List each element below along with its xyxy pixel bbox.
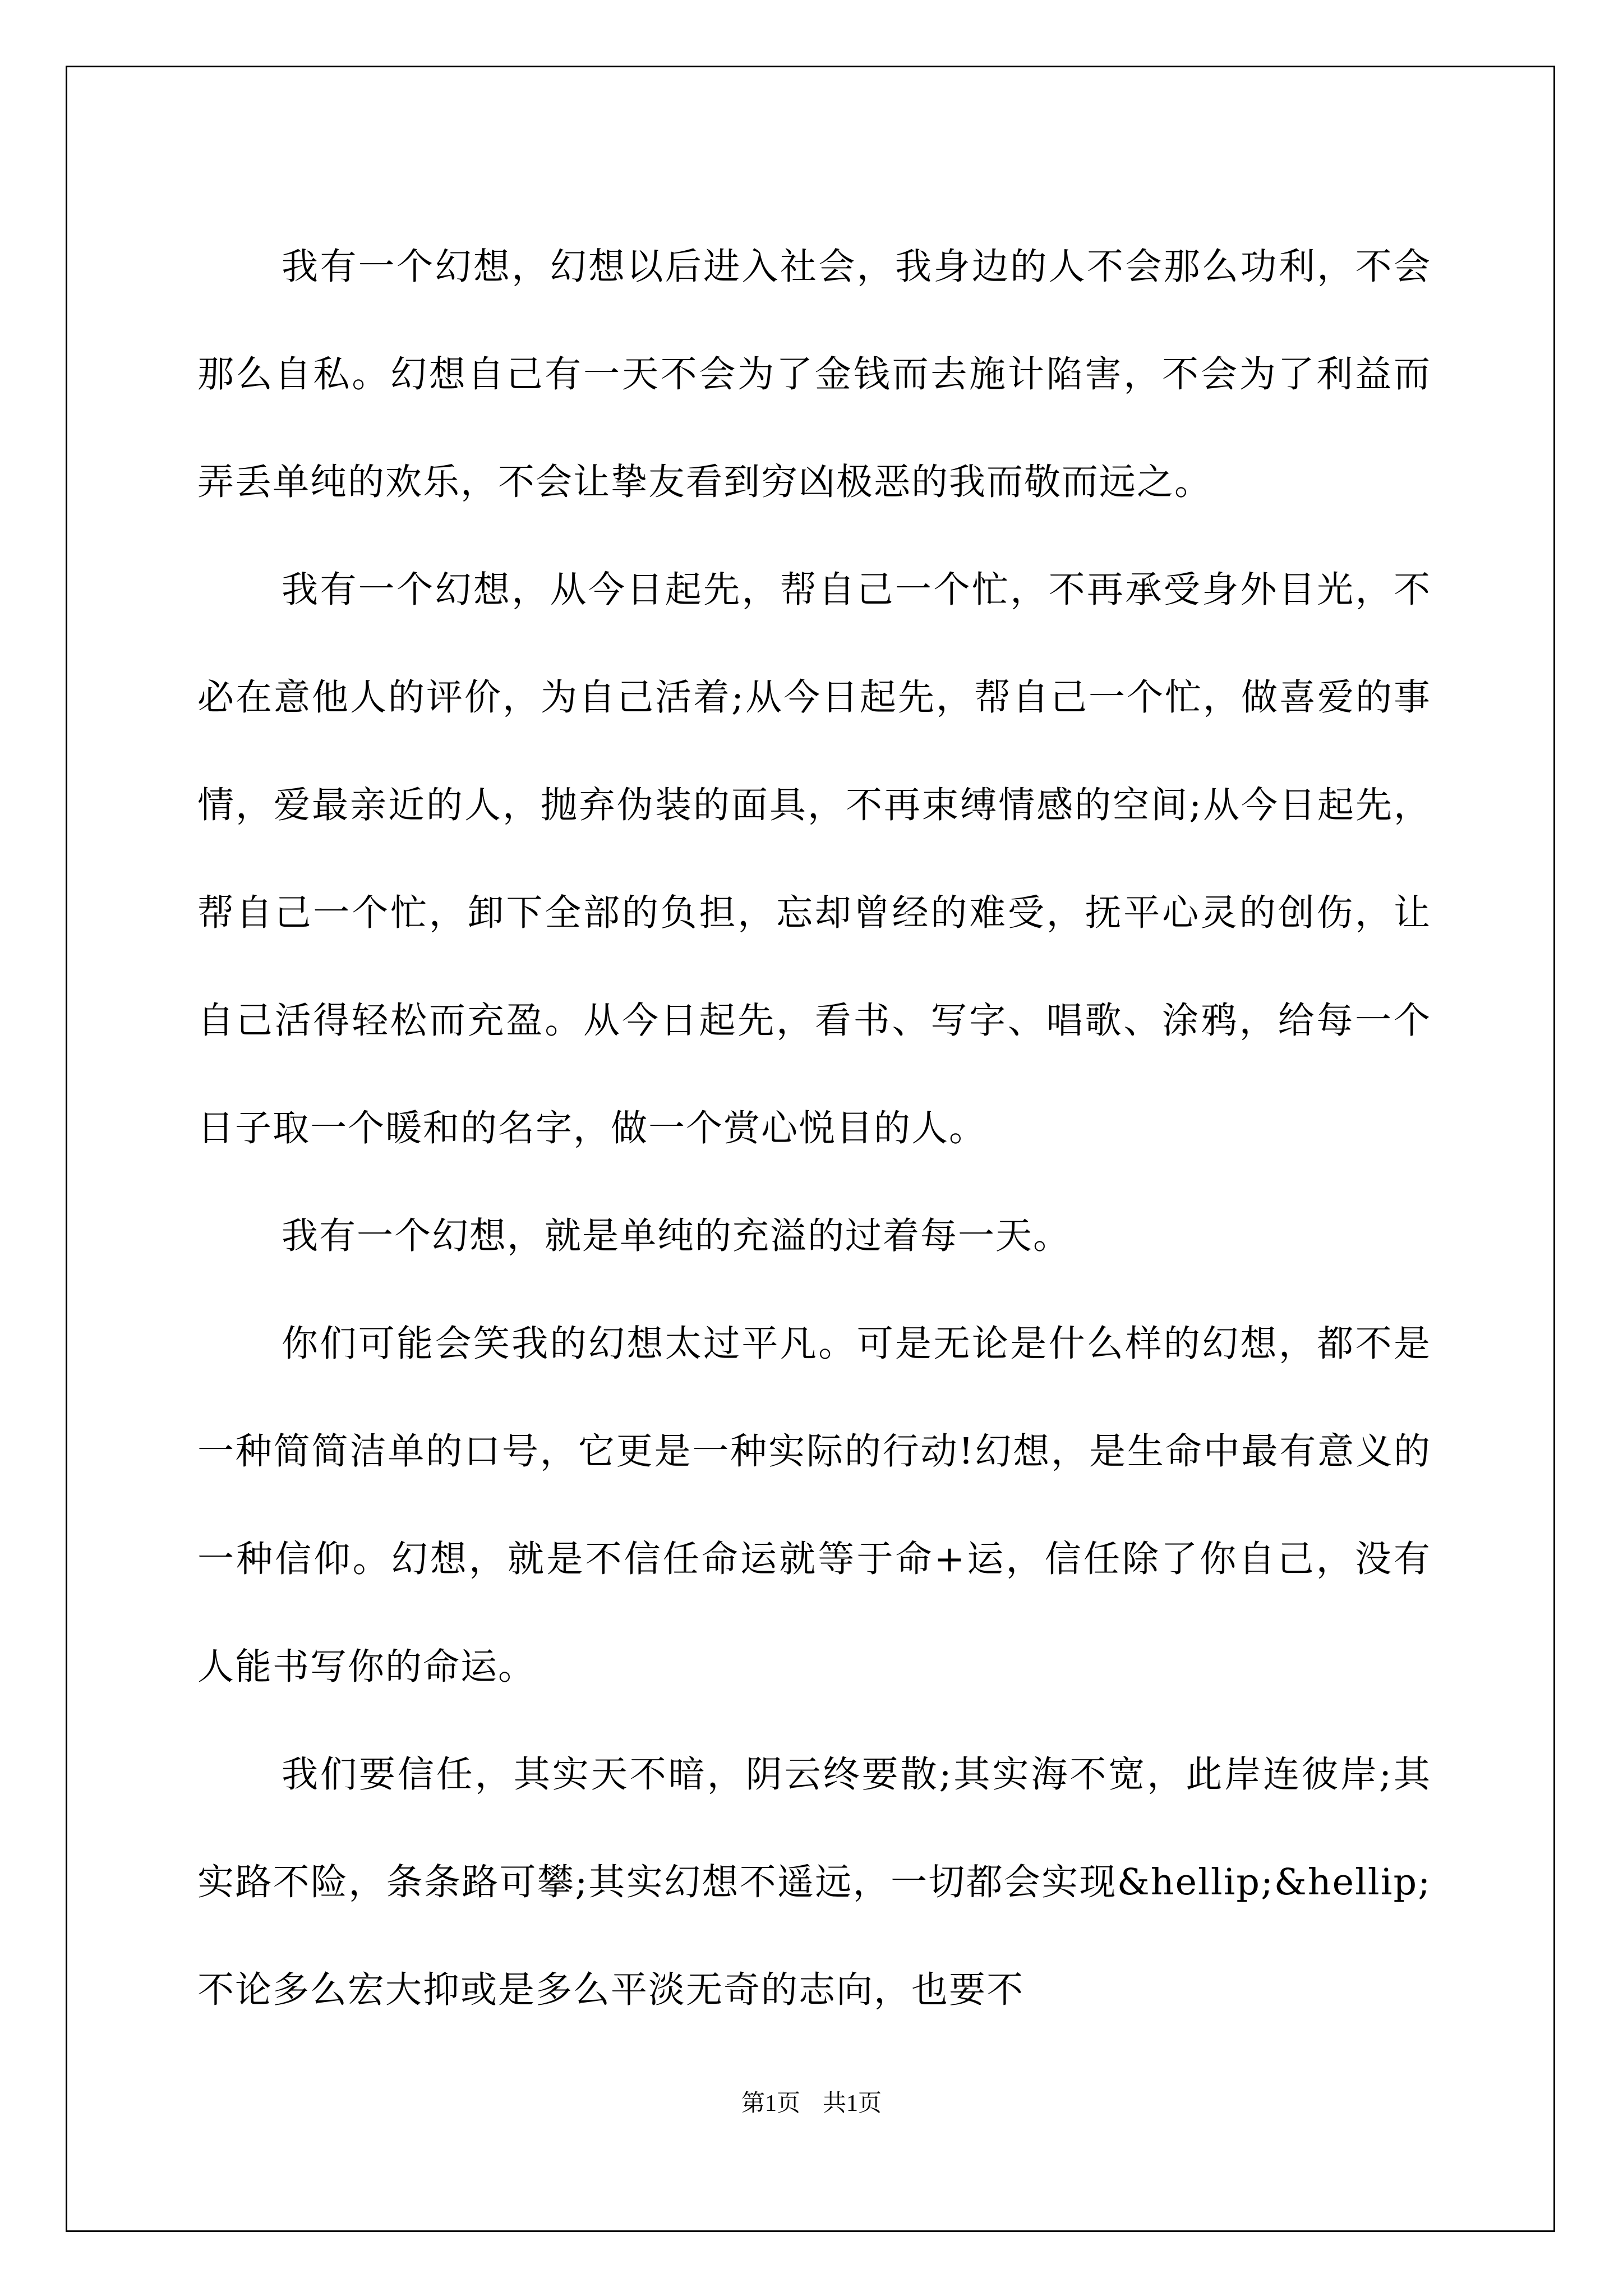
paragraph-5: 我们要信任，其实天不暗，阴云终要散;其实海不宽，此岸连彼岸;其实路不险，条条路可攀;其实幻想不遥远，一切都会实现&hellip;&hellip;不论多么宏大抑或是多么平淡无奇的志向，也要不 — [197, 1754, 1431, 2011]
paragraph-4: 你们可能会笑我的幻想太过平凡。可是无论是什么样的幻想，都不是一种简简洁单的口号，它更是一种实际的行动!幻想，是生命中最有意义的一种信仰。幻想，就是不信任命运就等于命+运，信任除了你自己，没有人能书写你的命运。 — [197, 1323, 1431, 1688]
document-body — [197, 213, 1431, 2044]
page-number: 第1页 — [741, 2091, 800, 2116]
paragraph-2: 我有一个幻想，从今日起先，帮自己一个忙，不再承受身外目光，不必在意他人的评价，为自己活着;从今日起先，帮自己一个忙，做喜爱的事情，爱最亲近的人，抛弃伪装的面具，不再束缚情感的空间;从今日起先，帮自己一个忙，卸下全部的负担，忘却曾经的难受，抚平心灵的创伤，让自己活得轻松而充盈。从今日起先，看书、写字、唱歌、涂鸦，给每一个日子取一个暖和的名字，做一个赏心悦目的人。 — [197, 569, 1431, 1149]
page-total: 共1页 — [823, 2091, 882, 2116]
paragraph-1: 我有一个幻想，幻想以后进入社会，我身边的人不会那么功利，不会那么自私。幻想自己有一天不会为了金钱而去施计陷害，不会为了利益而弄丢单纯的欢乐，不会让挚友看到穷凶极恶的我而敬而远之。 — [197, 246, 1431, 503]
paragraph-3: 我有一个幻想，就是单纯的充溢的过着每一天。 — [282, 1215, 1071, 1257]
page-footer — [0, 2087, 1623, 2120]
